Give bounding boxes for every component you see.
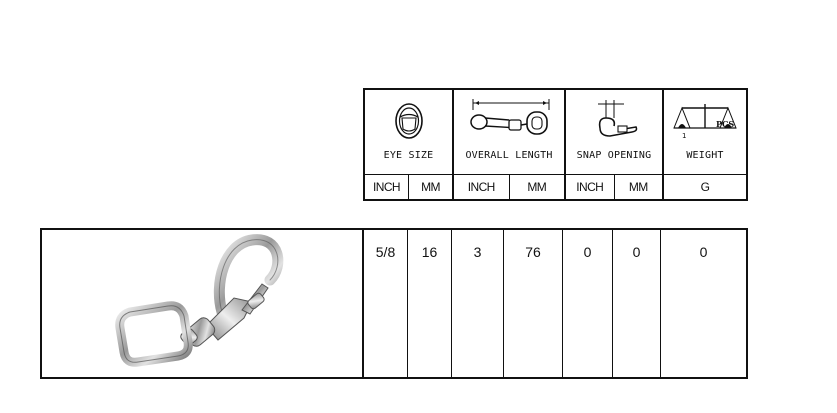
snap-opening-unit-mm: MM — [614, 175, 663, 199]
eye-size-icon — [365, 96, 452, 146]
overall-length-column — [452, 90, 564, 199]
snap-opening-inch-value: 0 — [562, 230, 612, 377]
weight-label: WEIGHT — [686, 150, 724, 161]
snap-opening-mm-value: 0 — [612, 230, 660, 377]
weight-scale-icon — [664, 96, 746, 146]
weight-unit-g: G — [700, 180, 710, 194]
eye-size-unit-mm: MM — [408, 175, 452, 199]
eye-size-mm-value: 16 — [407, 230, 451, 377]
eye-size-label: EYE SIZE — [383, 150, 434, 161]
overall-length-unit-mm: MM — [509, 175, 565, 199]
snap-opening-column — [564, 90, 662, 199]
overall-length-mm-value: 76 — [503, 230, 562, 377]
eye-size-column — [365, 90, 452, 199]
overall-length-label: OVERALL LENGTH — [465, 150, 553, 161]
overall-length-unit-inch: INCH — [467, 180, 495, 194]
snap-opening-icon — [566, 96, 662, 146]
overall-length-icon — [454, 96, 564, 146]
weight-icon-pcs: PCS — [716, 119, 735, 129]
weight-g-value: 0 — [660, 230, 746, 377]
weight-column — [662, 90, 746, 199]
snap-opening-label: SNAP OPENING — [576, 150, 652, 161]
snap-opening-unit-inch: INCH — [576, 180, 604, 194]
product-image-cell — [42, 230, 363, 377]
swivel-snap-hook-image — [102, 232, 302, 378]
weight-icon-number: 1 — [682, 132, 687, 140]
eye-size-unit-inch: INCH — [373, 180, 400, 194]
overall-length-inch-value: 3 — [451, 230, 503, 377]
spec-header-table — [363, 88, 748, 201]
eye-size-inch-value: 5/8 — [363, 230, 407, 377]
product-row — [40, 228, 748, 379]
